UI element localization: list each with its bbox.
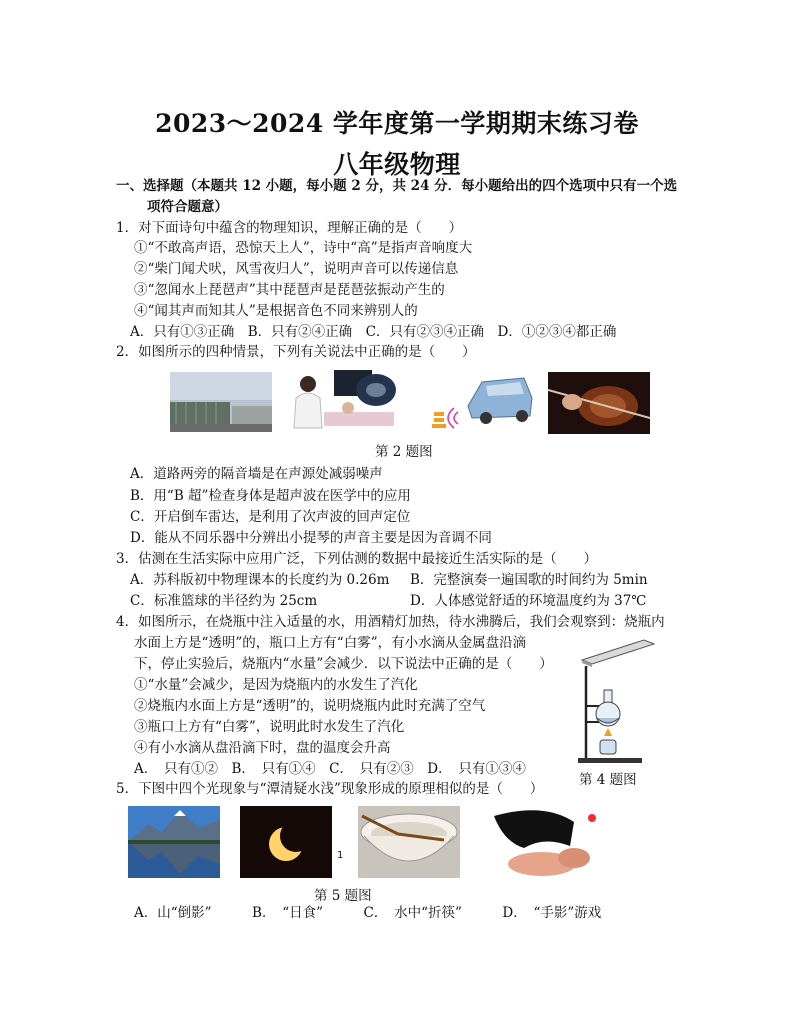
q4-options: A． 只有①② B． 只有①④ C． 只有②③ D． 只有①③④ (134, 761, 526, 777)
page-title: 2023～2024 学年度第一学期期末练习卷 (155, 109, 639, 138)
q1-item: ②“柴门闻犬吠，风雪夜归人”，说明声音可以传递信息 (134, 261, 459, 277)
section-heading: 一、选择题（本题共 12 小题，每小题 2 分，共 24 分．每小题给出的四个选项中只有一个选 (116, 178, 678, 194)
q3-option-b: B．完整演奏一遍国歌的时间约为 5min (410, 572, 648, 588)
q2-option: D．能从不同乐器中分辨出小提琴的声音主要是因为音调不同 (130, 530, 492, 546)
q3-option-a: A．苏科版初中物理课本的长度约为 0.26m (130, 572, 390, 588)
q4-stem-line: 水面上方是“透明”的，瓶口上方有“白雾”，有小水滴从金属盘沿滴 (134, 635, 527, 651)
q1-item: ①“不敢高声语，恐惊天上人”，诗中“高”是指声音响度大 (134, 240, 473, 256)
q4-item: ②烧瓶内水面上方是“透明”的，说明烧瓶内此时充满了空气 (134, 698, 486, 714)
b-ultrasound-photo (288, 368, 398, 434)
q1-options: A．只有①③正确 B．只有②④正确 C．只有②③④正确 D．①②③④都正确 (130, 324, 617, 340)
q1-item: ④“闻其声而知其人”是根据音色不同来辨别人的 (134, 303, 418, 319)
q3-option-c: C．标准篮球的半径约为 25cm (130, 593, 318, 609)
q2-stem: 2．如图所示的四种情景，下列有关说法中正确的是（ ） (116, 344, 476, 360)
q5-caption: 第 5 题图 (314, 888, 372, 904)
q4-stem-line: 下，停止实验后，烧瓶内“水量”会减少．以下说法中正确的是（ ） (134, 656, 553, 672)
q4-stem-line: 4．如图所示，在烧瓶中注入适量的水，用酒精灯加热，待水沸腾后，我们会观察到：烧瓶内 (116, 614, 665, 630)
q2-option: C．开启倒车雷达，是利用了次声波的回声定位 (130, 509, 411, 525)
sound-barrier-wall-photo (170, 372, 272, 432)
q1-item: ③“忽闻水上琵琶声”其中琵琶声是琵琶弦振动产生的 (134, 282, 445, 298)
solar-eclipse-photo (240, 806, 332, 878)
q2-option: A．道路两旁的隔音墙是在声源处减弱噪声 (130, 466, 383, 482)
violin-photo (548, 372, 650, 434)
q3-option-d: D．人体感觉舒适的环境温度约为 37℃ (410, 593, 647, 609)
section-heading-cont: 项符合题意） (147, 199, 228, 215)
q5-stem: 5．下图中四个光现象与“潭清疑水浅”现象形成的原理相似的是（ ） (116, 781, 544, 797)
mountain-reflection-photo (128, 806, 220, 878)
q2-option: B．用“B 超”检查身体是超声波在医学中的应用 (130, 488, 411, 504)
q5-options: A．山“倒影” B． “日食” C． 水中“折筷” D． “手影”游戏 (134, 905, 602, 921)
boiling-flask-apparatus (574, 636, 656, 764)
reversing-radar-car-photo (428, 372, 536, 432)
q4-caption: 第 4 题图 (579, 772, 637, 788)
q4-item: ④有小水滴从盘沿滴下时，盘的温度会升高 (134, 740, 391, 756)
q2-caption: 第 2 题图 (375, 444, 433, 460)
q4-item: ③瓶口上方有“白雾”，说明此时水发生了汽化 (134, 719, 405, 735)
hand-shadow-photo (484, 806, 602, 878)
q4-item: ①“水量”会减少，是因为烧瓶内的水发生了汽化 (134, 677, 418, 693)
page-subtitle: 八年级物理 (333, 150, 461, 179)
figure-marker: 1 (337, 850, 344, 861)
q3-stem: 3．估测在生活实际中应用广泛，下列估测的数据中最接近生活实际的是（ ） (116, 551, 598, 567)
q1-stem: 1．对下面诗句中蕴含的物理知识，理解正确的是（ ） (116, 220, 463, 236)
chopsticks-in-water-photo (358, 806, 460, 878)
